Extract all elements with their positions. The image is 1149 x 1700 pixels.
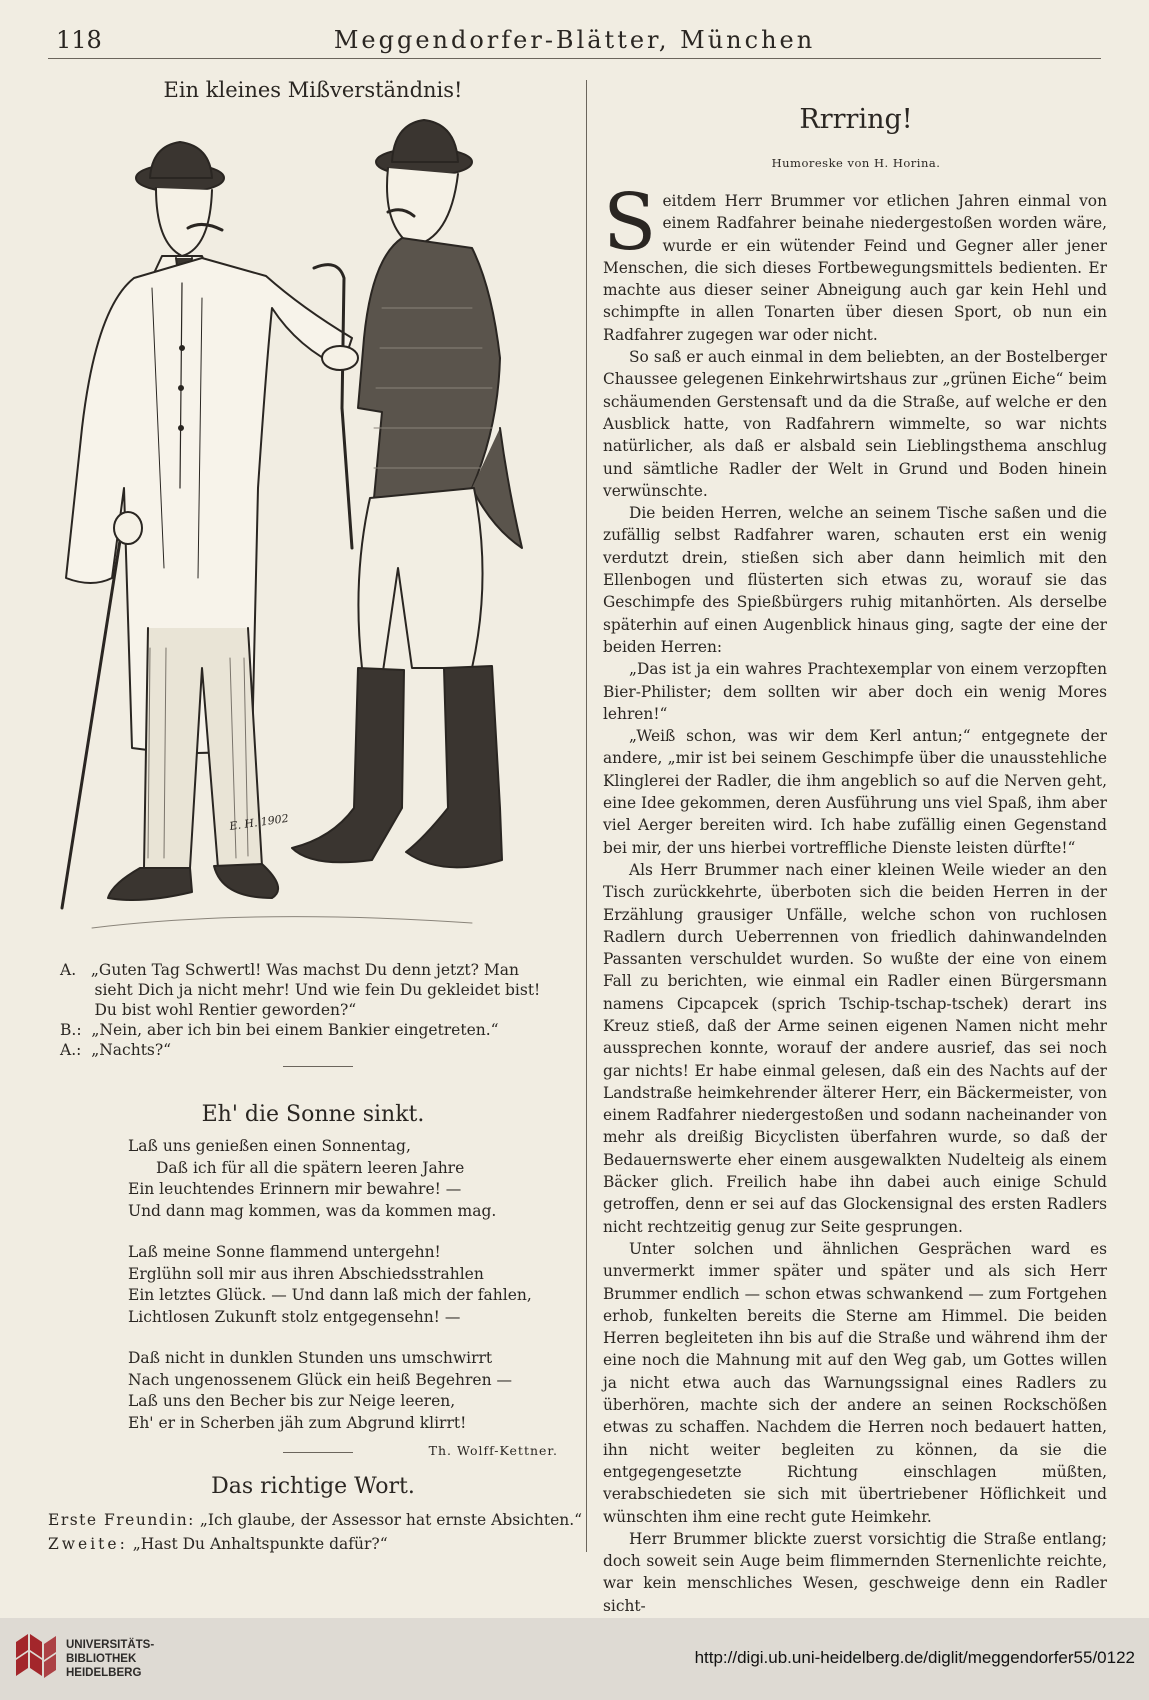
story-paragraph: Herr Brummer blickte zuerst vorsichtig die Straße entlang; doch soweit sein Auge beim flimmernden Sternenlichte reichte, war kein menschliches Wesen, geschweige denn ein Radler sicht- (603, 1529, 1107, 1615)
poem-line: Nach ungenossenem Glück ein heiß Begehren — (128, 1370, 513, 1389)
joke-dialogue (48, 1508, 583, 1556)
poem-line: Ein leuchtendes Erinnern mir bewahre! — (128, 1180, 462, 1198)
cartoon-illustration (52, 108, 576, 950)
poem-stanza (128, 1136, 558, 1222)
speech: „Hast Du Anhaltspunkte dafür?“ (132, 1535, 388, 1553)
poem-stanza (128, 1348, 558, 1434)
poem-line: Ein letztes Glück. — Und dann laß mich der fahlen, (128, 1286, 532, 1304)
poem-line: Daß ich für all die spätern leeren Jahre (156, 1158, 465, 1177)
poem-line: Und dann mag kommen, was da kommen mag. (128, 1201, 497, 1220)
poem-stanza (128, 1242, 558, 1328)
section-rule (283, 1066, 353, 1067)
story-paragraph: So saß er auch einmal in dem beliebten, an der Bostelberger Chaussee gelegenen Einkehrwirtshaus zur „grünen Eiche“ beim schäumenden Gerstensaft und da die Straße, auf welche er den Ausblick hatte, von Radfahrern wimmelte, so war nichts natürlicher, als daß er alsbald sein Lieblingsthema anschlug und sämtliche Radler der Welt in Grund und Boden hinein verwünschte. (603, 348, 1107, 500)
story-paragraph: Als Herr Brummer nach einer kleinen Weile wieder an den Tisch zurückkehrte, überboten sich die beiden Herren in der Erzählung grausiger Unfälle, welche schon von ruchlosen Radlern durch Ueberrennen von friedlich dahinwandelnden Passanten verschuldet wurden. So wußte der eine von einem Fall zu berichten, wie einmal ein Radler einen Bürgersmann namens Cipcapcek (sprich Tschip-tschap-tschek) derart ins Kreuz stieß, daß der Arme seinen eigenen Namen nicht mehr aussprechen konnte, worauf der andere ausrief, das sei noch gar nichts! Er habe einmal gelesen, daß ein des Nachts auf der Landstraße heimkehrender älterer Herr, ein Bäckermeister, von einem Radfahrer niedergestoßen und sodann nacheinander von mehr als dreißig Bicyclisten überfahren wurde, so daß der Bedauernswerte eher einem ausgewalkten Nudelteig als einem Bäcker glich. Freilich habe ihn dabei auch einige Schuld getroffen, denn er sei auf das Glockensignal des ersten Radlers nicht rechtzeitig genug zur Seite gesprungen. (603, 860, 1107, 1236)
section-rule (283, 1452, 353, 1453)
story-paragraph: Unter solchen und ähnlichen Gesprächen ward es unvermerkt immer später und später und als sich Herr Brummer endlich — schon etwas schwankend — zum Fortgehen erhob, funkelten bereits die Sterne am Himmel. Die beiden Herren begleiteten ihn bis auf die Straße und während ihm der eine noch die Mahnung mit auf den Weg gab, um Gottes willen ja nicht etwa auch das Warnungssignal eines Radlers zu überhören, machte sich der andere an seinen Rockschößen etwas zu schaffen. Nachdem die Herren noch bedauert hatten, ihn nicht weiter begleiten zu können, da sie die entgegengesetzte Richtung einschlagen müßten, verabschiedeten sie sich mit übertriebener Höflichkeit und wünschten ihm eine recht gute Heimkehr. (603, 1239, 1107, 1526)
column-divider (586, 80, 587, 1552)
viewer-footer (0, 1618, 1149, 1700)
dialogue-line (48, 1532, 578, 1556)
poem-line: Laß meine Sonne flammend untergehn! (128, 1243, 441, 1261)
poem-line: Daß nicht in dunklen Stunden uns umschwirrt (128, 1349, 493, 1367)
dialogue-line (48, 1508, 583, 1532)
caption-line: A.: „Nachts?“ (60, 1041, 172, 1059)
cartoon-caption (60, 960, 540, 1060)
story-paragraph: „Das ist ja ein wahres Prachtexemplar von einem verzopften Bier-Philister; dem sollten wir aber doch ein wenig Mores lehren!“ (603, 660, 1107, 723)
speaker: Erste Freundin: (48, 1511, 195, 1529)
illustration-signature: E. H. 1902 (228, 811, 290, 833)
poem-title: Eh' die Sonne sinkt. (201, 1102, 425, 1127)
publication-title: Meggendorfer-Blätter, München (333, 26, 816, 54)
poem-author: Th. Wolff-Kettner. (428, 1443, 558, 1458)
speech: „Ich glaube, der Assessor hat ernste Absichten.“ (199, 1511, 583, 1529)
story-paragraph: „Weiß schon, was wir dem Kerl antun;“ entgegnete der andere, „mir ist bei seinem Geschimpfe über die unausstehliche Klinglerei der Radler, die ihm angeblich so auf die Nerven geht, eine Idee gekommen, deren Ausführung uns viel Spaß, ihm aber viel Aerger bereiten wird. Ich habe zufällig einen Gegenstand bei mir, der uns hierbei vortreffliche Dienste leisten dürfte!“ (603, 727, 1107, 857)
story-title: Rrrring! (799, 104, 913, 135)
caption-line: A. „Guten Tag Schwertl! Was machst Du denn jetzt? Man (60, 961, 519, 979)
university-library-logo-icon[interactable] (14, 1632, 58, 1684)
caption-line: Du bist wohl Rentier geworden?“ (60, 1001, 357, 1019)
story-paragraph: Die beiden Herren, welche an seinem Tische saßen und die zufällig selbst Radfahrer waren, schauten erst ein wenig verdutzt drein, stießen sich aber dann heimlich mit den Ellenbogen und flüsterten sich etwas zu, worauf sie das Geschimpfe des Spießbürgers ruhig mitanhörten. Als derselbe späterhin auf einen Augenblick hinaus ging, sagte der eine der beiden Herren: (603, 504, 1107, 656)
poem-line: Eh' er in Scherben jäh zum Abgrund klirrt! (128, 1413, 467, 1432)
poem-line: Lichtlosen Zukunft stolz entgegensehn! — (128, 1307, 461, 1326)
speaker: Zweite: (48, 1535, 128, 1553)
source-url-link[interactable]: http://digi.ub.uni-heidelberg.de/diglit/meggendorfer55/0122 (694, 1648, 1135, 1667)
poem-line: Laß uns den Becher bis zur Neige leeren, (128, 1392, 456, 1410)
cartoon-title: Ein kleines Mißverständnis! (163, 78, 463, 102)
story-paragraph: Seitdem Herr Brummer vor etlichen Jahren einmal von einem Radfahrer beinahe niedergestoßen worden wäre, wurde er ein wütender Feind und Gegner aller jener Menschen, die sich dieses Fortbewegungsmittels bedienten. Er machte aus dieser seiner Abneigung auch gar kein Hehl und schimpfte in allen Tonarten über diesen Sport, ob nun ein Radfahrer zugegen war oder nicht. (603, 178, 1107, 344)
story-byline: Humoreske von H. Horina. (771, 156, 941, 170)
poem-line: Erglühn soll mir aus ihren Abschiedsstrahlen (128, 1264, 484, 1283)
poem (128, 1136, 558, 1462)
story-body (603, 178, 1107, 1617)
library-name[interactable]: UNIVERSITÄTS- BIBLIOTHEK HEIDELBERG (66, 1639, 155, 1679)
page-number: 118 (56, 26, 102, 54)
caption-line: sieht Dich ja nicht mehr! Und wie fein Du gekleidet bist! (60, 981, 541, 999)
joke-title: Das richtige Wort. (211, 1474, 415, 1499)
poem-line: Laß uns genießen einen Sonnentag, (128, 1137, 411, 1155)
caption-line: B.: „Nein, aber ich bin bei einem Bankier eingetreten.“ (60, 1021, 499, 1039)
drop-cap: S (603, 178, 657, 268)
running-header (48, 22, 1101, 59)
